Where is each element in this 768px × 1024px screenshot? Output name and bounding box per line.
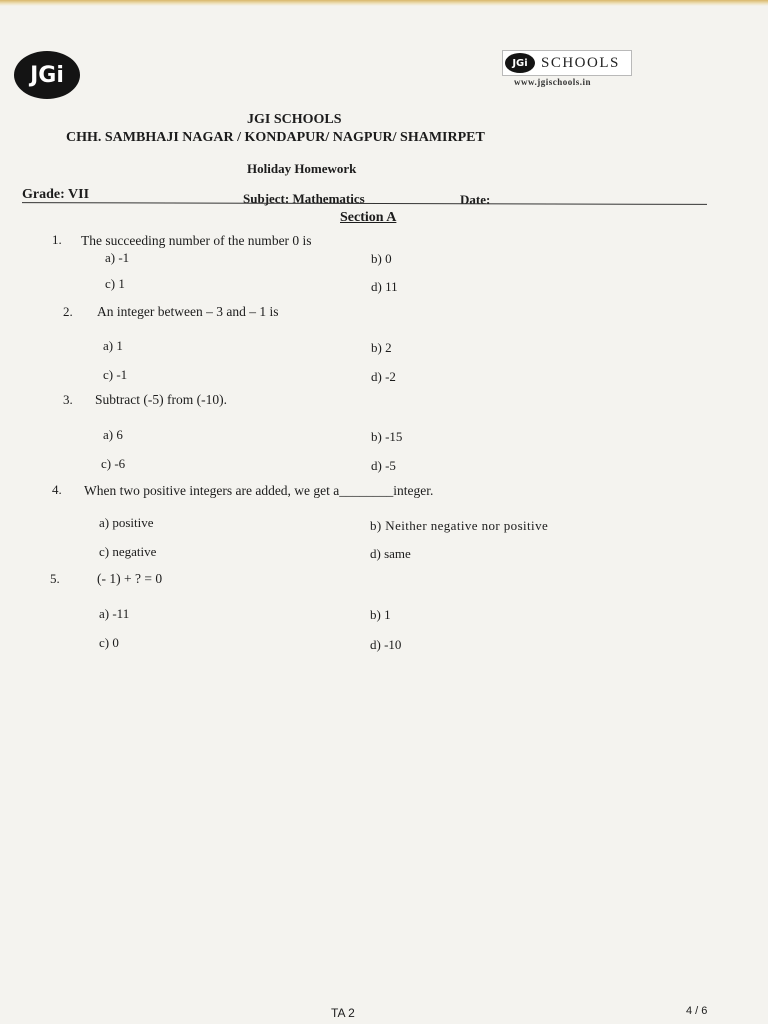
option-d: d) same: [370, 546, 411, 561]
question-number: 4.: [52, 482, 62, 497]
option-b: b) 0: [371, 251, 392, 266]
option-c: c) negative: [99, 544, 157, 559]
question-text-before: When two positive integers are added, we get a: [84, 483, 340, 498]
schools-wordmark: SCHOOLS: [541, 54, 620, 71]
question-number: 2.: [63, 304, 73, 319]
grade-label: Grade: VII: [22, 187, 90, 202]
option-c: c) -6: [101, 456, 126, 471]
school-name: JGI SCHOOLS: [247, 112, 342, 127]
jgi-schools-logo-right: [502, 50, 632, 76]
jgi-logo-text: JGi: [30, 62, 64, 88]
question-text: The succeeding number of the number 0 is: [81, 233, 312, 248]
option-a: a) positive: [99, 515, 154, 530]
option-a: a) 6: [103, 427, 123, 442]
option-a: a) 1: [103, 338, 123, 353]
option-b: b) 1: [370, 607, 391, 622]
option-d: d) -5: [371, 458, 396, 473]
option-d: d) 11: [371, 279, 398, 294]
question-text-after: integer.: [393, 483, 434, 498]
question-text: [84, 483, 433, 499]
option-c: c) -1: [103, 367, 128, 382]
question-text: Subtract (-5) from (-10).: [95, 392, 227, 407]
option-d: d) -10: [370, 637, 402, 652]
question-number: 5.: [50, 571, 60, 586]
option-d: d) -2: [371, 369, 396, 384]
option-c: c) 1: [105, 276, 125, 291]
question-text: An integer between – 3 and – 1 is: [97, 304, 279, 319]
document-title: Holiday Homework: [247, 161, 357, 176]
branch-list: CHH. SAMBHAJI NAGAR / KONDAPUR/ NAGPUR/ SHAMIRPET: [66, 130, 485, 145]
question-number: 1.: [52, 232, 62, 247]
page-top-edge: [0, 0, 768, 6]
question-number: 3.: [63, 392, 73, 407]
option-b: b) 2: [371, 340, 392, 355]
date-label: Date:: [460, 192, 491, 207]
option-a: a) -1: [105, 250, 130, 265]
school-website-url: www.jgischools.in: [514, 77, 592, 87]
section-heading: Section A: [340, 210, 397, 225]
jgi-logo-left: [14, 51, 80, 99]
subject-label: Subject: Mathematics: [243, 191, 365, 206]
page-number: 4 / 6: [686, 1005, 708, 1017]
option-a: a) -11: [99, 606, 130, 621]
option-b: b) Neither negative nor positive: [370, 518, 549, 533]
jgi-badge: JGi: [505, 53, 535, 73]
option-c: c) 0: [99, 635, 119, 650]
option-b: b) -15: [371, 429, 403, 444]
answer-blank: ________: [339, 483, 394, 498]
question-text: (- 1) + ? = 0: [97, 571, 163, 586]
footer-test-code: TA 2: [331, 1006, 355, 1020]
